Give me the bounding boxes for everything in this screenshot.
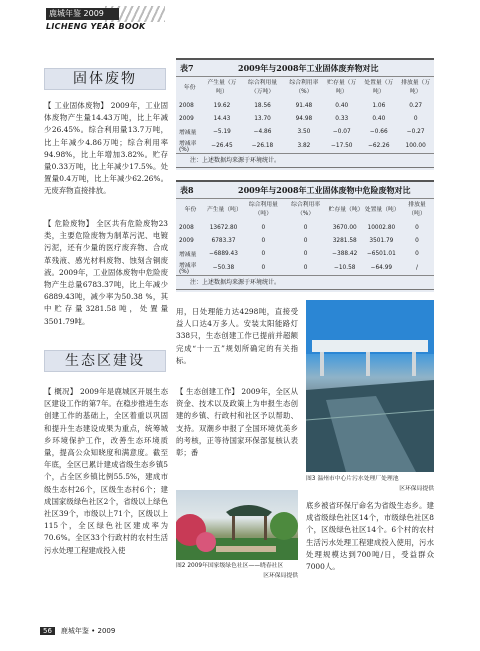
table8-title: 2009年与2008年工业固体废物中危险废物对比 — [238, 185, 411, 195]
table-cell: 0 — [415, 224, 419, 231]
table-row — [176, 99, 434, 112]
table-cell: 6783.37 — [211, 237, 236, 244]
table-cell: 0.40 — [335, 102, 349, 109]
table-cell: −26.18 — [240, 138, 284, 154]
table-row — [176, 234, 434, 247]
table-cell: / — [400, 260, 434, 276]
table-cell: 增减率(%) — [176, 138, 203, 154]
community-pavilion-image — [176, 490, 298, 560]
treatment-plant-photo — [306, 300, 434, 472]
paragraph-eco-work-continued: 底乡被省环保厅命名为省级生态乡。建成省级绿色社区14个，市级绿色社区8个，区级绿色社区14个。6个村的农村生活污水处理工程建成投入使用，污水处理规模达到700吨/日，受益群众7000人。 — [306, 501, 434, 572]
paragraph-overview-continued: 用，日处理能力达4298吨，直接受益人口达4万多人。安装太阳能路灯338只，生态创建工作已提前并超额完成“十一五”规划所确定的有关指标。 — [176, 307, 298, 365]
table-cell: 14.43 — [213, 115, 231, 122]
yearbook-subtitle: LICHENG YEAR BOOK — [46, 22, 146, 31]
table7-number: 表7 — [180, 63, 194, 73]
paragraph-eco-work: 【 生态创建工作】 2009年，全区从资金、技术以及政策上为申报生态创建的乡镇、行政村和社区予以帮助、支持。双潮乡申报了全国环境优美乡的考核，正等待国家环保部复核认表彰；番 — [176, 387, 298, 458]
table8-header: 贮存量（吨） — [328, 206, 364, 213]
table-cell: −6501.01 — [366, 250, 396, 257]
table-cell: 0 — [303, 237, 308, 244]
table-cell: −50.38 — [205, 260, 242, 276]
table-cell: 0 — [413, 115, 418, 122]
table-cell: 3.82 — [285, 138, 324, 154]
figure2-credit: 区环保局提供 — [263, 573, 298, 579]
table7-title-bar — [176, 58, 434, 77]
table-cell: 0.40 — [372, 115, 386, 122]
table-cell: 1.06 — [372, 102, 386, 109]
table-cell: 3.50 — [297, 128, 311, 135]
table8-header: 综合利用率（%） — [291, 202, 321, 217]
table7-header: 综合利用量（万吨） — [248, 80, 278, 95]
table7-header: 处置量（万吨） — [364, 80, 394, 95]
table-cell: −62.26 — [360, 138, 397, 154]
figure3-caption: 图3 温州市中心片污水处理厂处理池 — [306, 476, 399, 482]
table-row — [176, 260, 434, 276]
section-title-solid-waste: 固体废物 — [44, 68, 166, 90]
table8-note: 注：上述数据均来源于环境统计。 — [176, 276, 434, 290]
paragraph-overview: 【 概况】 2009年是鹿城区开展生态区建设工作的第7年。在稳步推进生态创建工作的基础上，全区着重以巩固和提升生态建设成果为重点，统筹城乡环境保护工作，改善生态环境质量，提高公众知晓度和满意度。截至年底，全区已累计建成省级生态乡镇5个，占全区乡镇比例55.5%，建成市级生态村26个，区级生态村6个；建成国家级绿色社区2个，省级以上绿色社区39个，市级以上71个，区级以上115个，全区绿色社区建成率为70.6%。全区33个行政村的农村生活污水处理工程建成投入使 — [44, 387, 168, 555]
table-cell: 0 — [242, 260, 284, 276]
paragraph-hazardous-waste: 【 危险废物】 全区共有危险废物23类，主要危险废物为制革污泥、电镀污泥，还有少量的医疗废弃物、合成革残液、感光材料废物、蚀刻含铜废液。2009年，工业固体废物中危险废物产生总量6783.37吨，比上年减少6889.43吨，减少率为50.38 %，其中贮存量3281.58吨，处置量3501.79吨。 — [44, 219, 168, 326]
table8-header: 产生量（吨） — [206, 206, 242, 213]
table8-number: 表8 — [180, 185, 194, 195]
table-cell: 增减率(%) — [176, 260, 205, 276]
table-cell: −0.66 — [369, 128, 388, 135]
table-cell: 3281.58 — [332, 237, 357, 244]
table-cell: −4.86 — [253, 128, 272, 135]
table-cell: −0.27 — [406, 128, 425, 135]
table-row — [176, 247, 434, 260]
table-cell: −5.19 — [213, 128, 231, 135]
table-cell: 10002.80 — [367, 224, 396, 231]
table-row — [176, 125, 434, 138]
table-row — [176, 221, 434, 234]
table-cell: −10.58 — [327, 260, 363, 276]
table7-header: 综合利用率（%） — [289, 80, 319, 95]
table-cell: 19.62 — [213, 102, 231, 109]
table-cell: 0 — [261, 237, 266, 244]
table8-grid — [176, 199, 434, 276]
table-cell: −0.07 — [332, 128, 351, 135]
yearbook-title: 鹿城年鉴 2009 — [46, 8, 119, 20]
table-cell: 2008 — [179, 224, 194, 231]
community-photo — [176, 490, 298, 560]
table-cell: 增减量 — [179, 130, 197, 136]
table8-header: 综合利用量（吨） — [248, 202, 278, 217]
table-cell: 0 — [303, 250, 308, 257]
table-cell: 18.56 — [254, 102, 271, 109]
figure3-credit: 区环保局提供 — [399, 486, 434, 492]
section-title-eco: 生态区建设 — [44, 350, 166, 372]
table-cell: 3501.79 — [369, 237, 394, 244]
table8-title-bar — [176, 180, 434, 199]
footer-text: 鹿城年鉴 • 2009 — [60, 627, 116, 635]
table-cell: −388.42 — [332, 250, 358, 257]
treatment-pool-image — [306, 300, 434, 472]
page-number: 56 — [40, 627, 55, 635]
table-cell: −64.99 — [363, 260, 400, 276]
table7-header: 排放量（万吨） — [401, 80, 431, 95]
table-cell: 3670.00 — [332, 224, 357, 231]
table-cell: 0.33 — [335, 115, 349, 122]
paragraph-industrial-waste: 【 工业固体废物】 2009年，工业固体废物产生量14.43万吨，比上年减少26.45%。综合利用量13.7万吨，比上年减少4.86万吨；综合利用率94.98%，比上年增加3.82%。贮存量0.33万吨，比上年减少17.5%。处置量0.4万吨，比上年减少62.26%。无废弃物直接排放。 — [44, 101, 168, 196]
table-cell: 94.98 — [295, 115, 313, 122]
table-cell: 0 — [261, 224, 266, 231]
table8-header: 排放量（吨） — [408, 202, 426, 217]
table-cell: 0 — [415, 237, 419, 244]
figure2-caption: 图2 2009年国家级绿色社区——晓春社区 — [176, 563, 284, 569]
table-cell: 0.27 — [409, 102, 423, 109]
table8-header: 年份 — [184, 206, 197, 213]
table-row — [176, 112, 434, 125]
table-cell: 13672.80 — [209, 224, 238, 231]
table-cell: 100.00 — [397, 138, 434, 154]
table7-note: 注：上述数据均来源于环境统计。 — [176, 154, 434, 168]
table7-grid — [176, 77, 434, 154]
table-cell: 13.70 — [254, 115, 271, 122]
table-cell: 0 — [303, 224, 308, 231]
table8 — [176, 180, 434, 292]
table7-header: 产生量（万吨） — [207, 80, 237, 95]
table-cell: 91.48 — [295, 102, 313, 109]
page-footer — [40, 626, 115, 636]
table-cell: 2009 — [179, 115, 194, 122]
table8-header: 处置量（吨） — [364, 206, 400, 213]
table-cell: 2009 — [179, 237, 194, 244]
table-cell: −6889.43 — [209, 250, 238, 257]
table7-title: 2009年与2008年工业固体废弃物对比 — [238, 63, 379, 73]
table-cell: 0 — [261, 250, 266, 257]
table-cell: 2008 — [179, 102, 194, 109]
table-cell: −26.45 — [203, 138, 240, 154]
table-cell: 0 — [415, 250, 419, 257]
table-cell: −17.50 — [323, 138, 360, 154]
table-row — [176, 138, 434, 154]
table7 — [176, 58, 434, 170]
table7-header: 年份 — [183, 84, 196, 91]
table-cell: 0 — [285, 260, 327, 276]
table-cell: 增减量 — [179, 252, 197, 258]
table7-header: 贮存量（万吨） — [327, 80, 357, 95]
